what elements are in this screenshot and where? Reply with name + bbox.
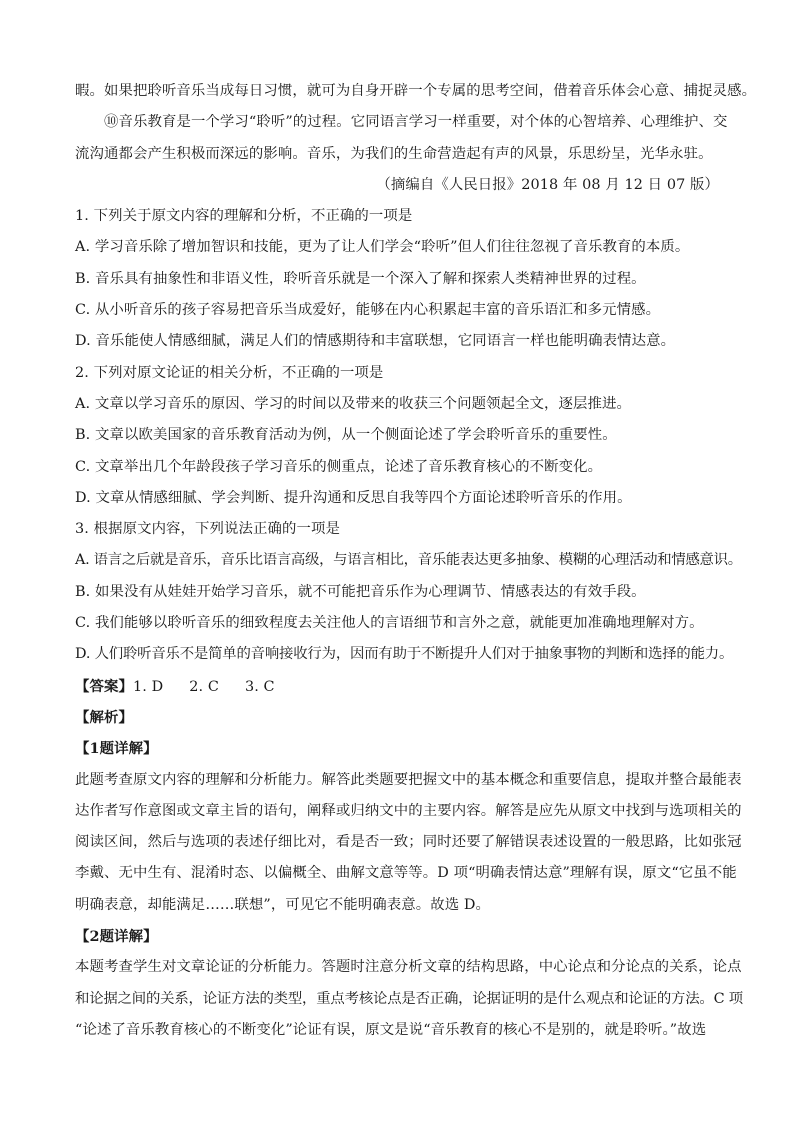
question-2-option-a: A. 文章以学习音乐的原因、学习的时间以及带来的收获三个问题领起全文，逐层推进。 [75,395,631,412]
question-2-option-c: C. 文章举出几个年龄段孩子学习音乐的侧重点，论述了音乐教育核心的不断变化。 [75,458,603,475]
question-1-option-a: A. 学习音乐除了增加智识和技能，更为了让人们学会“聆听”但人们往往忽视了音乐教育的本质。 [75,239,690,256]
analysis-heading: 【解析】 [75,708,133,726]
question-3-option-c: C. 我们能够以聆听音乐的细致程度去关注他人的言语细节和言外之意，就能更加准确地理解对方。 [75,615,704,632]
question-3-option-d: D. 人们聆听音乐不是简单的音响接收行为，因而有助于不断提升人们对于抽象事物的判断和选择的能力。 [75,646,734,663]
passage-paragraph-10-line-2: 流沟通都会产生积极而深远的影响。音乐，为我们的生命营造起有声的风景，乐思纷呈，光华永驻。 [75,145,713,162]
question-1-analysis-line: 达作者写作意图或文章主旨的语句，阐释或归纳文中的主要内容。解答是应先从原文中找到与选项相关的 [75,802,742,819]
answer-2: 2. C [189,678,219,695]
question-3-option-b: B. 如果没有从娃娃开始学习音乐，就不可能把音乐作为心理调节、情感表达的有效手段。 [75,583,646,600]
document-page [75,76,757,1046]
question-1-analysis-line: 此题考查原文内容的理解和分析能力。解答此类题要把握文中的基本概念和重要信息，提取并整合最能表 [75,771,742,788]
question-1-analysis-line: 明确表意，却能满足……联想”，可见它不能明确表意。故选 D。 [75,896,491,913]
question-2-analysis-heading: 【2题详解】 [75,928,158,946]
passage-paragraph-10-line-1: ⑩音乐教育是一个学习“聆听”的过程。它同语言学习一样重要，对个体的心智培养、心理维护、交 [104,114,728,131]
question-3-stem: 3. 根据原文内容，下列说法正确的一项是 [75,521,340,538]
question-1-analysis-heading: 【1题详解】 [75,740,158,758]
answer-line [75,671,723,702]
question-1-analysis-line: 阅读区间，然后与选项的表述仔细比对，看是否一致；同时还要了解错误表述设置的一般思路，比如张冠 [75,834,742,851]
question-2-analysis-line: 本题考查学生对文章论证的分析能力。答题时注意分析文章的结构思路，中心论点和分论点的关系，论点 [75,959,742,976]
question-1-option-d: D. 音乐能使人情感细腻，满足人们的情感期待和丰富联想，它同语言一样也能明确表情达意。 [75,333,676,350]
question-1-option-c: C. 从小听音乐的孩子容易把音乐当成爱好，能够在内心积累起丰富的音乐语汇和多元情感。 [75,302,661,319]
answer-3: 3. C [244,678,275,695]
question-2-analysis-line: “论述了音乐教育核心的不断变化”论证有误，原文是说“音乐教育的核心不是别的，就是聆听。”故选 [75,1021,707,1038]
question-2-analysis-line: 和论据之间的关系，论证方法的类型，重点考核论点是否正确，论据证明的是什么观点和论证的方法。C 项 [75,990,743,1007]
answer-1: 1. D [132,678,164,695]
answer-label: 【答案】 [75,677,133,695]
question-2-option-d: D. 文章从情感细腻、学会判断、提升沟通和反思自我等四个方面论述聆听音乐的作用。 [75,489,632,506]
question-3-option-a: A. 语言之后就是音乐，音乐比语言高级，与语言相比，音乐能表达更多抽象、模糊的心理活动和情感意识。 [75,552,742,569]
passage-line: 暇。如果把聆听音乐当成每日习惯，就可为自身开辟一个专属的思考空间，借着音乐体会心意、捕捉灵感。 [75,83,757,99]
passage-source: （摘编自《人民日报》2018 年 08 月 12 日 07 版） [376,176,719,193]
question-2-option-b: B. 文章以欧美国家的音乐教育活动为例，从一个侧面论述了学会聆听音乐的重要性。 [75,427,617,444]
question-1-stem: 1. 下列关于原文内容的理解和分析，不正确的一项是 [75,208,413,225]
question-1-analysis-line: 李戴、无中生有、混淆时态、以偏概全、曲解文意等等。D 项“明确表情达意”理解有误，原文“它虽不能 [75,865,737,882]
question-2-stem: 2. 下列对原文论证的相关分析，不正确的一项是 [75,364,384,381]
question-1-option-b: B. 音乐具有抽象性和非语义性，聆听音乐就是一个深入了解和探索人类精神世界的过程。 [75,270,646,287]
